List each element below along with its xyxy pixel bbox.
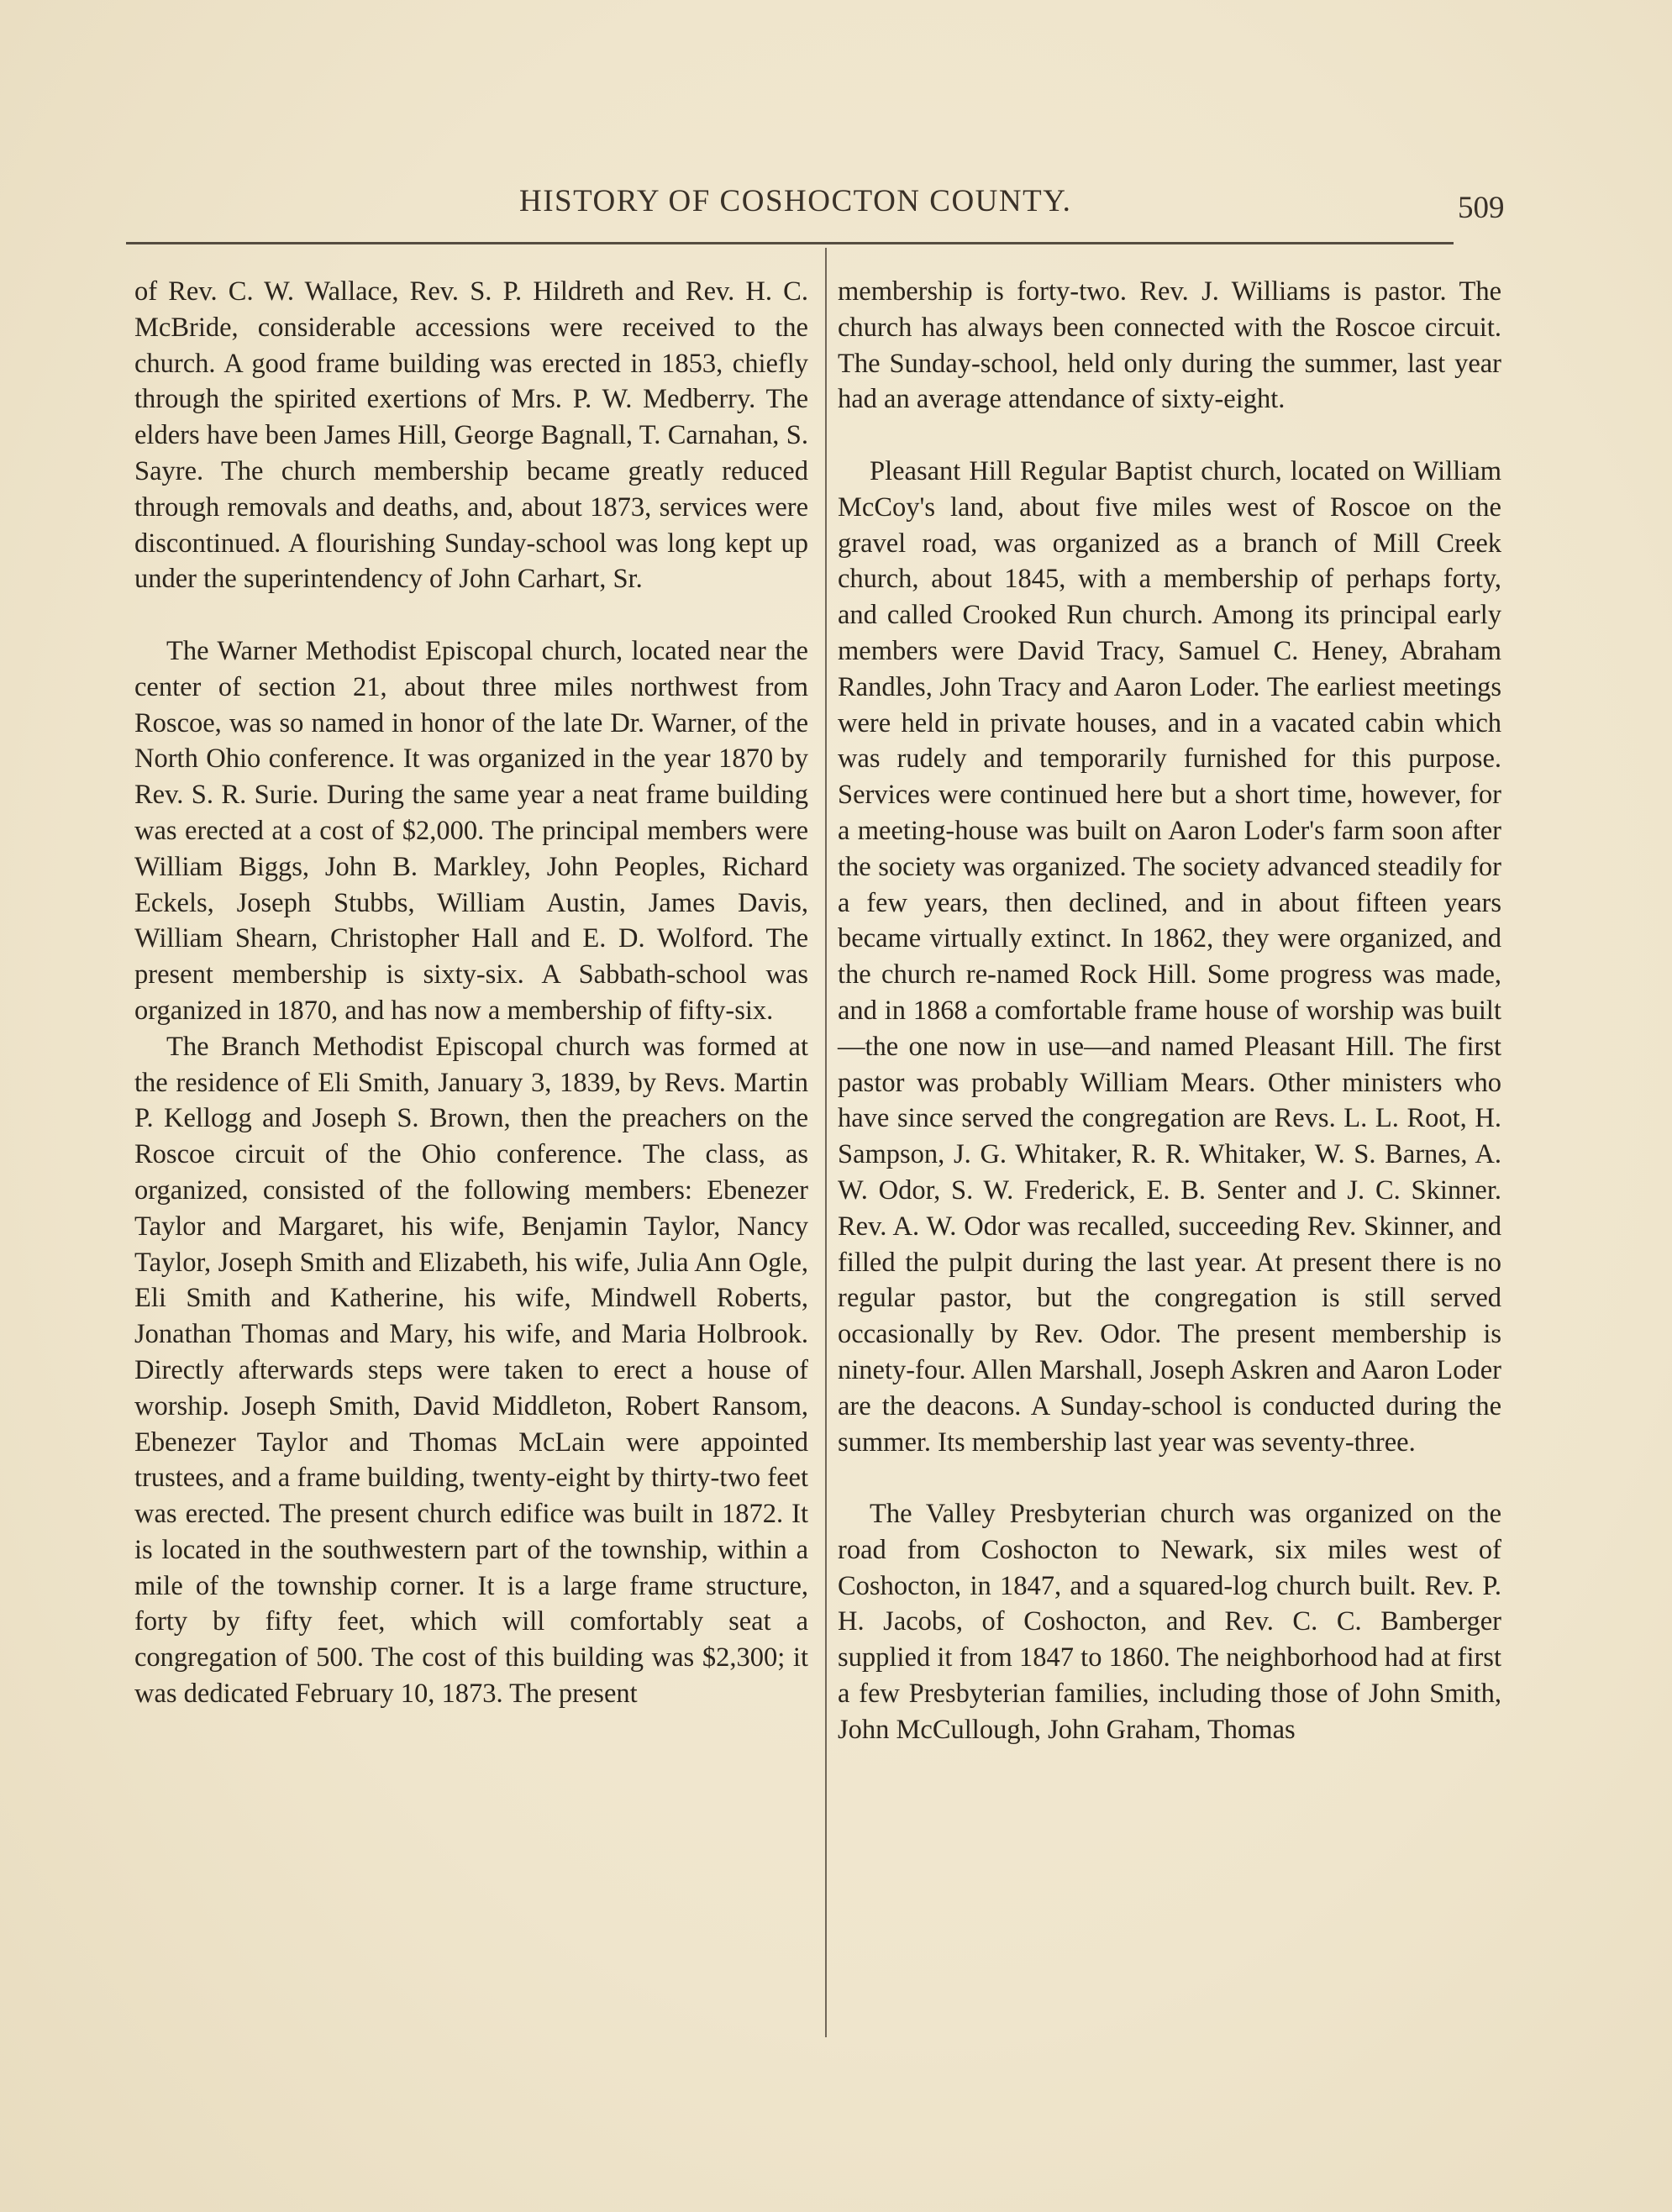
header-rule (126, 242, 1454, 244)
running-head-title: HISTORY OF COSHOCTON COUNTY. (519, 184, 1072, 218)
page-number: 509 (1458, 191, 1505, 225)
column-divider (825, 248, 827, 2037)
right-column (838, 274, 1501, 1748)
paragraph-wallace-church: of Rev. C. W. Wallace, Rev. S. P. Hildreth and Rev. H. C. McBride, considerable accessions were received to the church. A good frame building was erected in 1853, chiefly through the spirited exertions of Mrs. P. W. Medberry. The elders have been James Hill, George Bagnall, T. Carnahan, S. Sayre. The church membership became greatly reduced through removals and deaths, and, about 1873, services were discontinued. A flourishing Sunday-school was long kept up under the superintendency of John Carhart, Sr. (134, 276, 808, 595)
paragraph-branch-membership: membership is forty-two. Rev. J. Williams is pastor. The church has always been connected with the Roscoe circuit. The Sunday-school, held only during the summer, last year had an average attendance of sixty-eight. (838, 276, 1501, 415)
paragraph-warner-church: The Warner Methodist Episcopal church, located near the center of section 21, about three miles northwest from Roscoe, was so named in honor of the late Dr. Warner, of the North Ohio conference. It was organized in the year 1870 by Rev. S. R. Surie. During the same year a neat frame building was erected at a cost of $2,000. The principal members were William Biggs, John B. Markley, John Peoples, Richard Eckels, Joseph Stubbs, William Austin, James Davis, William Shearn, Christopher Hall and E. D. Wolford. The present membership is sixty-six. A Sabbath-school was organized in 1870, and has now a membership of fifty-six. (134, 635, 808, 1026)
left-column (134, 274, 808, 1712)
paragraph-pleasant-hill-church: Pleasant Hill Regular Baptist church, located on William McCoy's land, about five miles west of Roscoe on the gravel road, was organized as a branch of Mill Creek church, about 1845, with a membership of perhaps forty, and called Crooked Run church. Among its principal early members were David Tracy, Samuel C. Heney, Abraham Randles, John Tracy and Aaron Loder. The earliest meetings were held in private houses, and in a vacated cabin which was rudely and temporarily furnished for this purpose. Services were continued here but a short time, however, for a meeting-house was built on Aaron Loder's farm soon after the society was organized. The society advanced steadily for a few years, then declined, and in about fifteen years became virtually extinct. In 1862, they were organized, and the church re-named Rock Hill. Some progress was made, and in 1868 a comfortable frame house of worship was built—the one now in use—and named Pleasant Hill. The first pastor was probably William Mears. Other ministers who have since served the congregation are Revs. L. L. Root, H. Sampson, J. G. Whitaker, R. R. Whitaker, W. S. Barnes, A. W. Odor, S. W. Frederick, E. B. Senter and J. C. Skinner. Rev. A. W. Odor was recalled, succeeding Rev. Skinner, and filled the pulpit during the last year. At present there is no regular pastor, but the congregation is still served occasionally by Rev. Odor. The present membership is ninety-four. Allen Marshall, Joseph Askren and Aaron Loder are the deacons. A Sunday-school is conducted during the summer. Its membership last year was seventy-three. (838, 455, 1501, 1458)
paragraph-valley-presbyterian-church: The Valley Presbyterian church was organized on the road from Coshocton to Newark, six miles west of Coshocton, in 1847, and a squared-log church built. Rev. P. H. Jacobs, of Coshocton, and Rev. C. C. Bamberger supplied it from 1847 to 1860. The neighborhood had at first a few Presbyterian families, including those of John Smith, John McCullough, John Graham, Thomas (838, 1499, 1501, 1745)
paragraph-branch-church: The Branch Methodist Episcopal church was formed at the residence of Eli Smith, January 3, 1839, by Revs. Martin P. Kellogg and Joseph S. Brown, then the preachers on the Roscoe circuit of the Ohio conference. The class, as organized, consisted of the following members: Ebenezer Taylor and Margaret, his wife, Benjamin Taylor, Nancy Taylor, Joseph Smith and Elizabeth, his wife, Julia Ann Ogle, Eli Smith and Katherine, his wife, Mindwell Roberts, Jonathan Thomas and Mary, his wife, and Maria Holbrook. Directly afterwards steps were taken to erect a house of worship. Joseph Smith, David Middleton, Robert Ransom, Ebenezer Taylor and Thomas McLain were appointed trustees, and a frame building, twenty-eight by thirty-two feet was erected. The present church edifice was built in 1872. It is located in the southwestern part of the township, within a mile of the township corner. It is a large frame structure, forty by fifty feet, which will comfortably seat a congregation of 500. The cost of this building was $2,300; it was dedicated February 10, 1873. The present (134, 1031, 808, 1710)
